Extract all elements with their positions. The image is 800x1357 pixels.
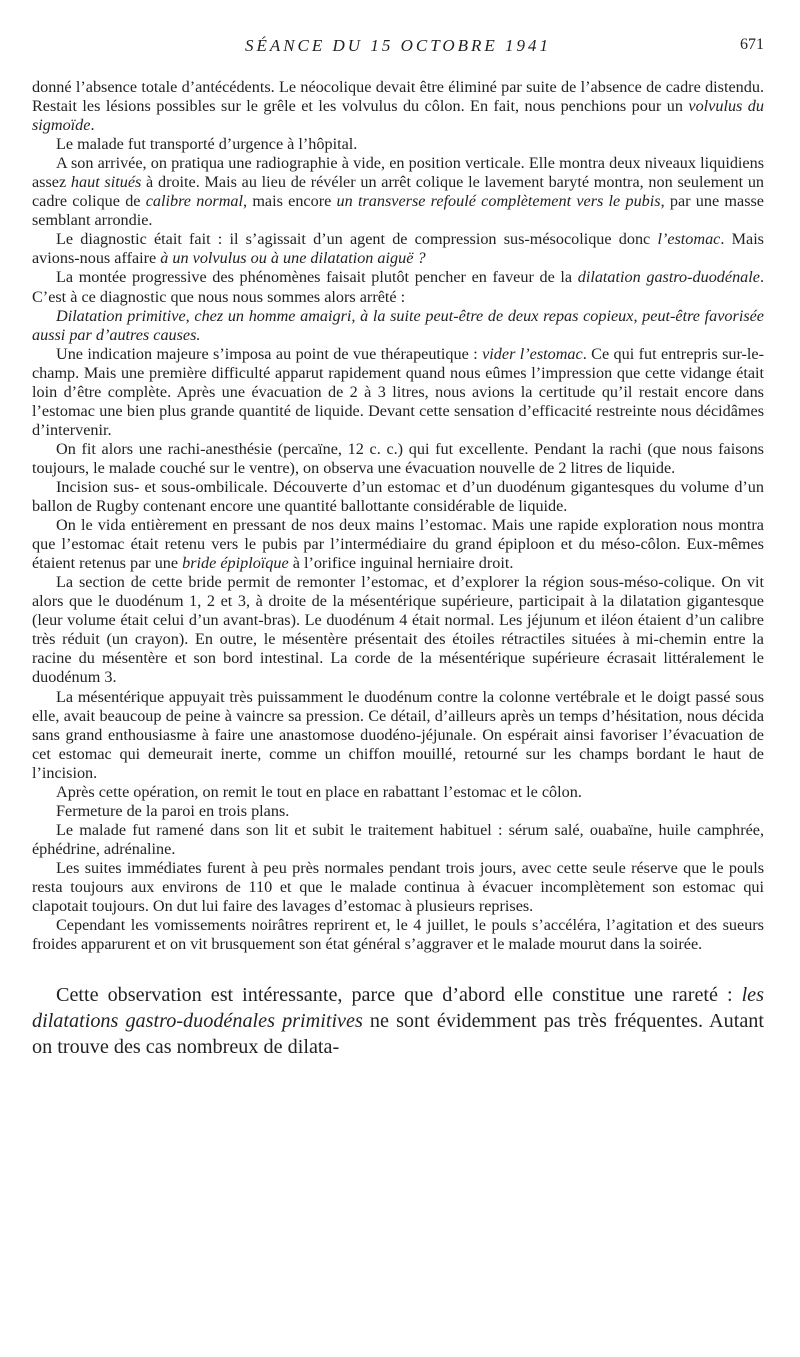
- paragraph: Incision sus- et sous-ombilicale. Découverte d’un estomac et d’un duodénum gigantesques du volume d’un ballon de Rugby contenant encore une quantité ballottante considérable de liquide.: [32, 477, 764, 516]
- page-header: [32, 36, 764, 78]
- paragraph: Cependant les vomissements noirâtres reprirent et, le 4 juillet, le pouls s’accéléra, l’agitation et des sueurs froides apparurent et on vit brusquement son état général s’aggraver et le malade mourut dans la soirée.: [32, 916, 764, 954]
- page-number: 671: [740, 36, 764, 53]
- paragraph: On le vida entièrement en pressant de nos deux mains l’estomac. Mais une rapide exploration nous montra que l’estomac était retenu vers le pubis par l’intermédiaire du grand épiploon et du méso-côlon. Eux-mêmes étaient retenus par une bride épiploïque à l’orifice inguinal herniaire droit.: [32, 516, 764, 573]
- diagnosis-paragraph: Dilatation primitive, chez un homme amaigri, à la suite peut-être de deux repas copieux, peut-être favorisée aussi par d’autres causes.: [32, 306, 764, 344]
- paragraph: Après cette opération, on remit le tout en place en rabattant l’estomac et le côlon.: [56, 782, 582, 801]
- running-head: SÉANCE DU 15 OCTOBRE 1941: [244, 36, 552, 55]
- paragraph: On fit alors une rachi-anesthésie (percaïne, 12 c. c.) qui fut excellente. Pendant la rachi (que nous faisons toujours, le malade couché sur le ventre), on observa une évacuation nouvelle de 2 litres de liquide.: [32, 439, 764, 477]
- paragraph: Le malade fut ramené dans son lit et subit le traitement habituel : sérum salé, ouabaïne, huile camphrée, éphédrine, adrénaline.: [32, 820, 764, 858]
- paragraph: A son arrivée, on pratiqua une radiographie à vide, en position verticale. Elle montra deux niveaux liquidiens assez haut situés à droite. Mais au lieu de révéler un arrêt colique le lavement baryté montra, non seulement un cadre colique de calibre normal, mais encore un transverse refoulé complètement vers le pubis, par une masse semblant arrondie.: [32, 154, 765, 230]
- body-text: [32, 78, 764, 954]
- paragraph: Les suites immédiates furent à peu près normales pendant trois jours, avec cette seule réserve que le pouls resta toujours aux environs de 110 et que le malade continua à évacuer incomplètement son estomac qui clapotait toujours. On dut lui faire des lavages d’estomac à plusieurs reprises.: [32, 858, 764, 916]
- commentary-section: [32, 982, 764, 1060]
- paragraph: Fermeture de la paroi en trois plans.: [56, 801, 290, 820]
- paragraph: La section de cette bride permit de remonter l’estomac, et d’explorer la région sous-méso-colique. On vit alors que le duodénum 1, 2 et 3, à droite de la mésentérique supérieure, participait à la dilatation gigantesque (leur volume était celui d’un avant-bras). Le duodénum 4 était normal. Les jéjunum et iléon étaient d’un calibre très réduit (un crayon). En outre, le mésentère présentait des étoiles rétractiles situées à mi-chemin entre la racine du mésentère et son bord intestinal. La corde de la mésentérique supérieure écrasait littéralement le duodénum 3.: [32, 573, 764, 687]
- paragraph: Le malade fut transporté d’urgence à l’hôpital.: [56, 135, 358, 154]
- paragraph: donné l’absence totale d’antécédents. Le néocolique devait être éliminé par suite de l’absence de cadre distendu. Restait les lésions possibles sur le grêle et les volvulus du côlon. En fait, nous penchions pour un volvulus du sigmoïde.: [32, 78, 764, 135]
- paragraph: La mésentérique appuyait très puissamment le duodénum contre la colonne vertébrale et le doigt passé sous elle, avait beaucoup de peine à vaincre sa pression. Ce détail, d’ailleurs après un temps d’hésitation, nous décida sans grand enthousiasme à faire une anastomose duodéno-jéjunale. On espérait ainsi favoriser l’évacuation de cet estomac qui demeurait inerte, comme un chiffon mouillé, retourné sur les champs bordant le haut de l’incision.: [32, 687, 764, 782]
- paragraph: Le diagnostic était fait : il s’agissait d’un agent de compression sus-mésocolique donc l’estomac. Mais avions-nous affaire à un volvulus ou à une dilatation aiguë ?: [32, 230, 764, 268]
- paragraph: Une indication majeure s’imposa au point de vue thérapeutique : vider l’estomac. Ce qui fut entrepris sur-le-champ. Mais une première difficulté apparut rapidement quand nous eûmes l’impression que cette vidange était loin d’être complète. Après une évacuation de 2 à 3 litres, nous avions la certitude qu’il restait encore dans l’estomac une bien plus grande quantité de liquide. Devant cette sensation d’efficacité restreinte nous décidâmes d’intervenir.: [32, 344, 764, 439]
- paragraph: La montée progressive des phénomènes faisait plutôt pencher en faveur de la dilatation gastro-duodénale. C’est à ce diagnostic que nous nous sommes alors arrêté :: [32, 268, 764, 306]
- commentary-paragraph: Cette observation est intéressante, parce que d’abord elle constitue une rareté : les dilatations gastro-duodénales primitives ne sont évidemment pas très fréquentes. Autant on trouve des cas nombreux de dilata-: [32, 984, 764, 1059]
